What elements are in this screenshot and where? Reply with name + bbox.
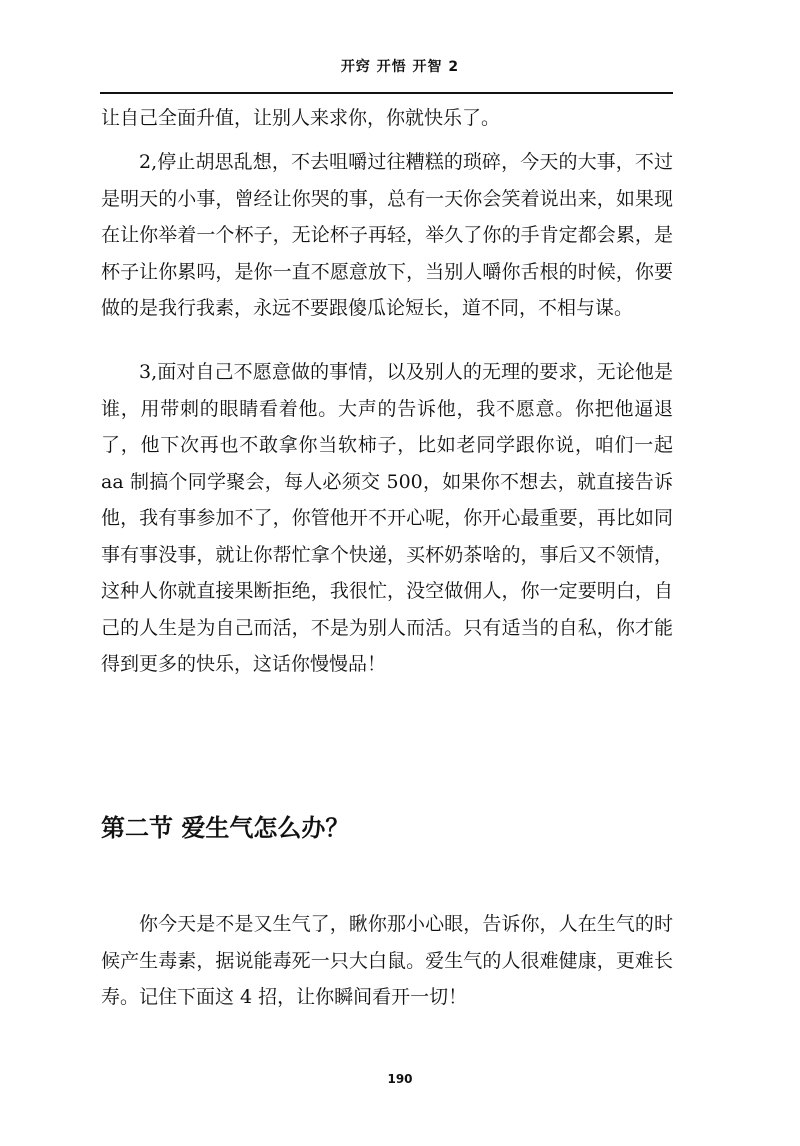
section-intro-paragraph: 你今天是不是又生气了，瞅你那小心眼，告诉你，人在生气的时候产生毒素，据说能毒死一只大白鼠。爱生气的人很难健康，更难长寿。记住下面这 4 招，让你瞬间看开一切！ [101, 913, 673, 1008]
running-header: 开窍 开悟 开智 2 [340, 59, 460, 75]
paragraph-point-2: 2,停止胡思乱想，不去咀嚼过往糟糕的琐碎，今天的大事，不过是明天的小事，曾经让你哭的事，总有一天你会笑着说出来，如果现在让你举着一个杯子，无论杯子再轻，举久了你的手肯定都会累，是杯子让你累吗，是你一直不愿意放下，当别人嚼你舌根的时候，你要做的是我行我素，永远不要跟傻瓜论短长，道不同，不相与谋。 [101, 151, 673, 319]
paragraph-point-3: 3,面对自己不愿意做的事情，以及别人的无理的要求，无论他是谁，用带刺的眼睛看着他。大声的告诉他，我不愿意。你把他逼退了，他下次再也不敢拿你当软柿子，比如老同学跟你说，咱们一起 aa 制搞个同学聚会，每人必须交 500，如果你不想去，就直接告诉他，我有事参加不了，你管他开不开心呢，你开心最重要，再比如同事有事没事，就让你帮忙拿个快递，买杯奶茶啥的，事后又不领情，这种人你就直接果断拒绝，我很忙，没空做佣人，你一定要明白，自己的人生是为自己而活，不是为别人而活。只有适当的自私，你才能得到更多的快乐，这话你慢慢品！ [101, 361, 673, 675]
section-heading: 第二节 爱生气怎么办？ [101, 814, 350, 842]
header-rule [100, 92, 673, 94]
page-number: 190 [387, 1072, 413, 1086]
paragraph-continuation: 让自己全面升值，让别人来求你，你就快乐了。 [101, 107, 501, 129]
